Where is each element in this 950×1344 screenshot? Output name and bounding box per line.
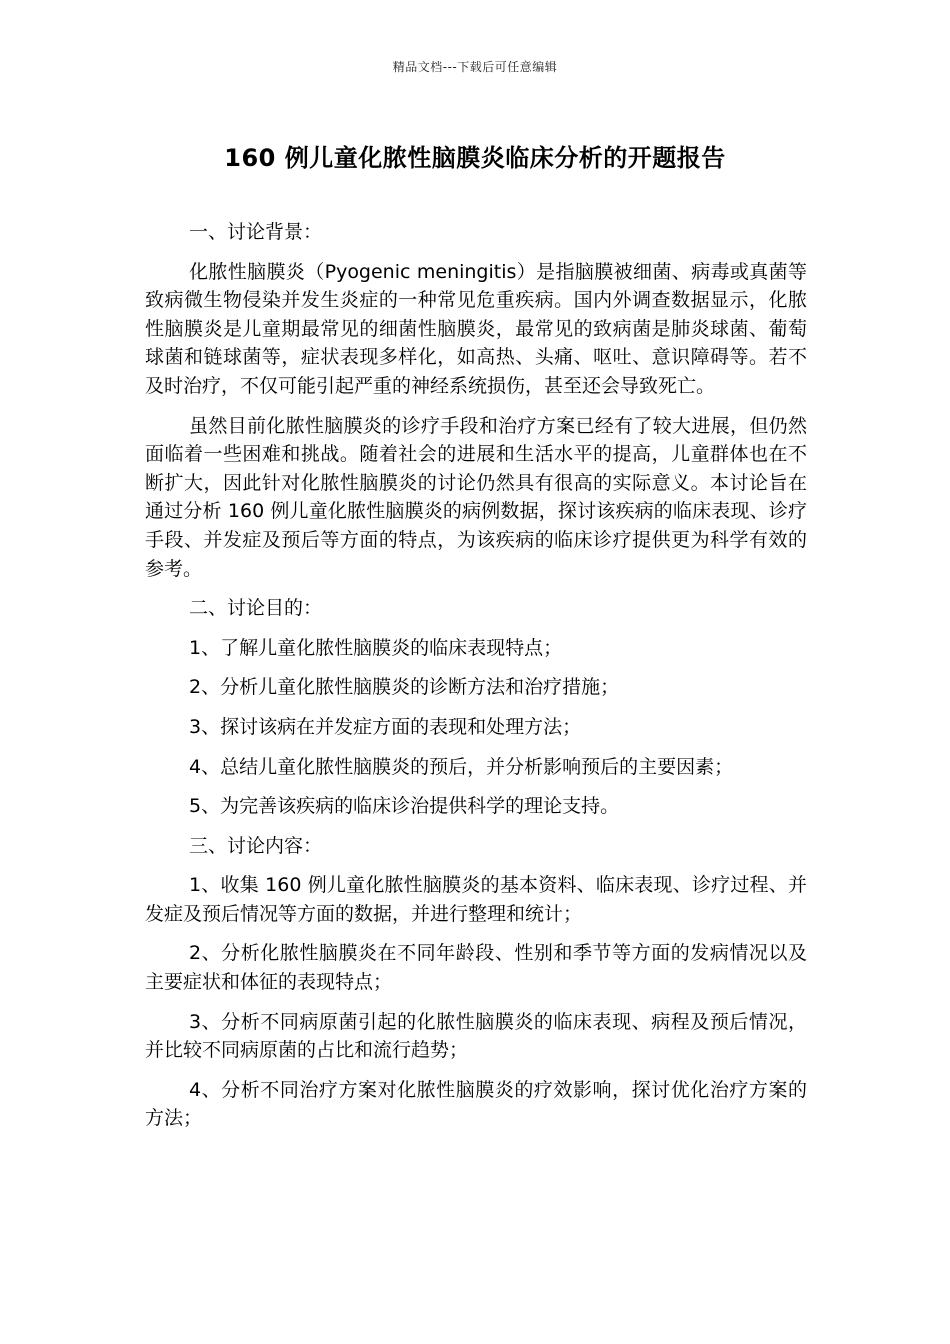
list-item: 3、探讨该病在并发症方面的表现和处理方法；: [189, 715, 582, 738]
list-item: 2、分析化脓性脑膜炎在不同年龄段、性别和季节等方面的发病情况以及主要症状和体征的表现特点；: [145, 942, 807, 994]
paragraph: 虽然目前化脓性脑膜炎的诊疗手段和治疗方案已经有了较大进展，但仍然面临着一些困难和挑战。随着社会的进展和生活水平的提高，儿童群体也在不断扩大，因此针对化脓性脑膜炎的讨论仍然具有很高的实际意义。本讨论旨在通过分析 160 例儿童化脓性脑膜炎的病例数据，探讨该疾病的临床表现、诊疗手段、并发症及预后等方面的特点，为该疾病的临床诊疗提供更为科学有效的参考。: [145, 414, 807, 580]
section-heading-purpose: 二、讨论目的：: [189, 597, 323, 620]
list-item: 1、收集 160 例儿童化脓性脑膜炎的基本资料、临床表现、诊疗过程、并发症及预后情况等方面的数据，并进行整理和统计；: [145, 874, 807, 925]
header-note: 精品文档---下载后可任意编辑: [392, 60, 558, 74]
list-item: 5、为完善该疾病的临床诊治提供科学的理论支持。: [189, 795, 620, 818]
list-item: 4、总结儿童化脓性脑膜炎的预后，并分析影响预后的主要因素；: [189, 755, 734, 778]
page-title: 160 例儿童化脓性脑膜炎临床分析的开题报告: [224, 144, 726, 172]
section-heading-background: 一、讨论背景：: [189, 221, 323, 243]
list-item: 3、分析不同病原菌引起的化脓性脑膜炎的临床表现、病程及预后情况，并比较不同病原菌的占比和流行趋势；: [145, 1010, 807, 1062]
document-body: [145, 218, 807, 1144]
list-item: 1、了解儿童化脓性脑膜炎的临床表现特点；: [189, 636, 563, 659]
section-heading-content: 三、讨论内容：: [189, 834, 323, 857]
list-item: 2、分析儿童化脓性脑膜炎的诊断方法和治疗措施；: [189, 676, 620, 699]
paragraph: 化脓性脑膜炎（Pyogenic meningitis）是指脑膜被细菌、病毒或真菌等致病微生物侵染并发生炎症的一种常见危重疾病。国内外调查数据显示，化脓性脑膜炎是儿童期最常见的细菌性脑膜炎，最常见的致病菌是肺炎球菌、葡萄球菌和链球菌等，症状表现多样化，如高热、头痛、呕吐、意识障碍等。若不及时治疗，不仅可能引起严重的神经系统损伤，甚至还会导致死亡。: [145, 260, 807, 397]
list-item: 4、分析不同治疗方案对化脓性脑膜炎的疗效影响，探讨优化治疗方案的方法；: [145, 1078, 807, 1130]
